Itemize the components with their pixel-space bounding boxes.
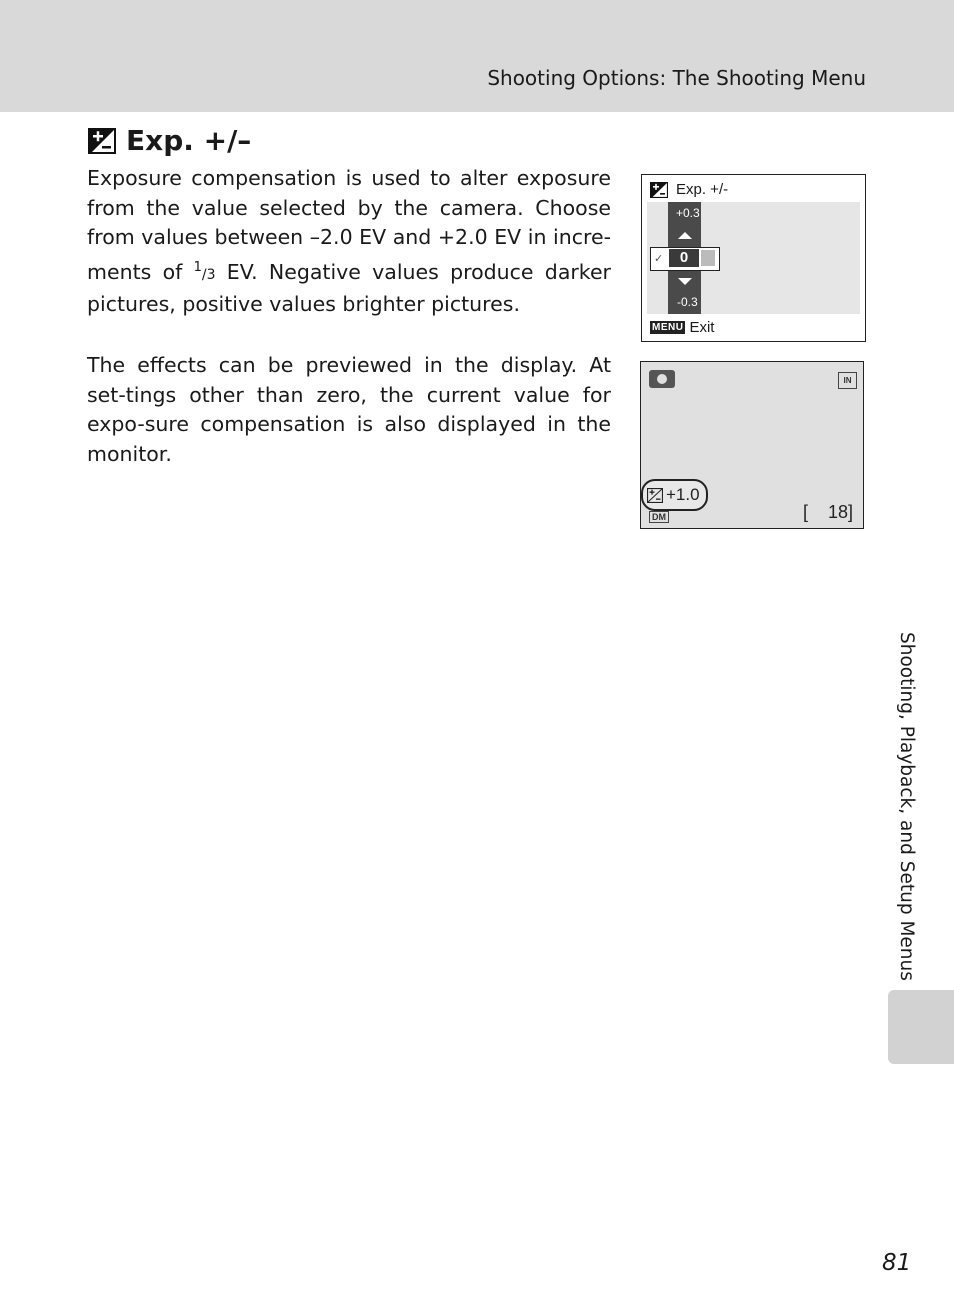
camera-icon	[649, 370, 675, 388]
header-band	[0, 0, 954, 112]
mode-icon: DM	[649, 511, 669, 523]
exit-label: Exit	[689, 319, 715, 336]
check-icon: ✓	[654, 252, 664, 265]
paragraph-1	[87, 164, 611, 319]
up-arrow-icon[interactable]	[678, 232, 692, 239]
side-thumb-tab	[888, 990, 954, 1064]
paragraph-1-text-a: Exposure compensation is used to alter exposure from the value selected by the camera. Choose from values between –2.0 EV and +2.0 EV in incre-ments of	[87, 166, 611, 284]
side-section-label: Shooting, Playback, and Setup Menus	[896, 632, 917, 981]
paragraph-1-text-b: EV. Negative values produce darker pictures, positive values brighter pictures.	[87, 259, 611, 316]
internal-memory-icon: IN	[838, 372, 857, 389]
ev-indicator	[641, 479, 708, 511]
page-number: 81	[882, 1250, 912, 1276]
menu-title: Exp. +/-	[676, 181, 729, 198]
menu-button-icon: MENU	[652, 322, 684, 333]
section-heading	[88, 124, 251, 157]
monitor-preview-screen	[640, 361, 864, 529]
down-arrow-icon[interactable]	[678, 278, 692, 285]
frames-remaining: [ 18]	[802, 502, 853, 522]
menu-footer[interactable]	[650, 319, 714, 336]
exposure-compensation-icon	[647, 488, 663, 503]
section-title: Exp. +/–	[126, 124, 252, 157]
paragraph-2: The effects can be previewed in the display. At set-tings other than zero, the current value for expo-sure compensation is also displayed in the monitor.	[87, 353, 611, 466]
selected-value[interactable]: 0	[669, 249, 699, 267]
exposure-compensation-icon	[650, 182, 668, 198]
exposure-menu-screen	[641, 174, 866, 342]
fraction-numerator: 1	[193, 259, 202, 275]
ev-value: +1.0	[666, 485, 700, 504]
running-header: Shooting Options: The Shooting Menu	[487, 66, 866, 90]
selection-indicator	[701, 250, 715, 266]
exposure-compensation-icon	[88, 128, 116, 154]
value-above: +0.3	[676, 206, 700, 220]
menu-header	[650, 181, 728, 198]
value-below: -0.3	[677, 295, 698, 309]
fraction-denominator: /3	[201, 266, 216, 283]
